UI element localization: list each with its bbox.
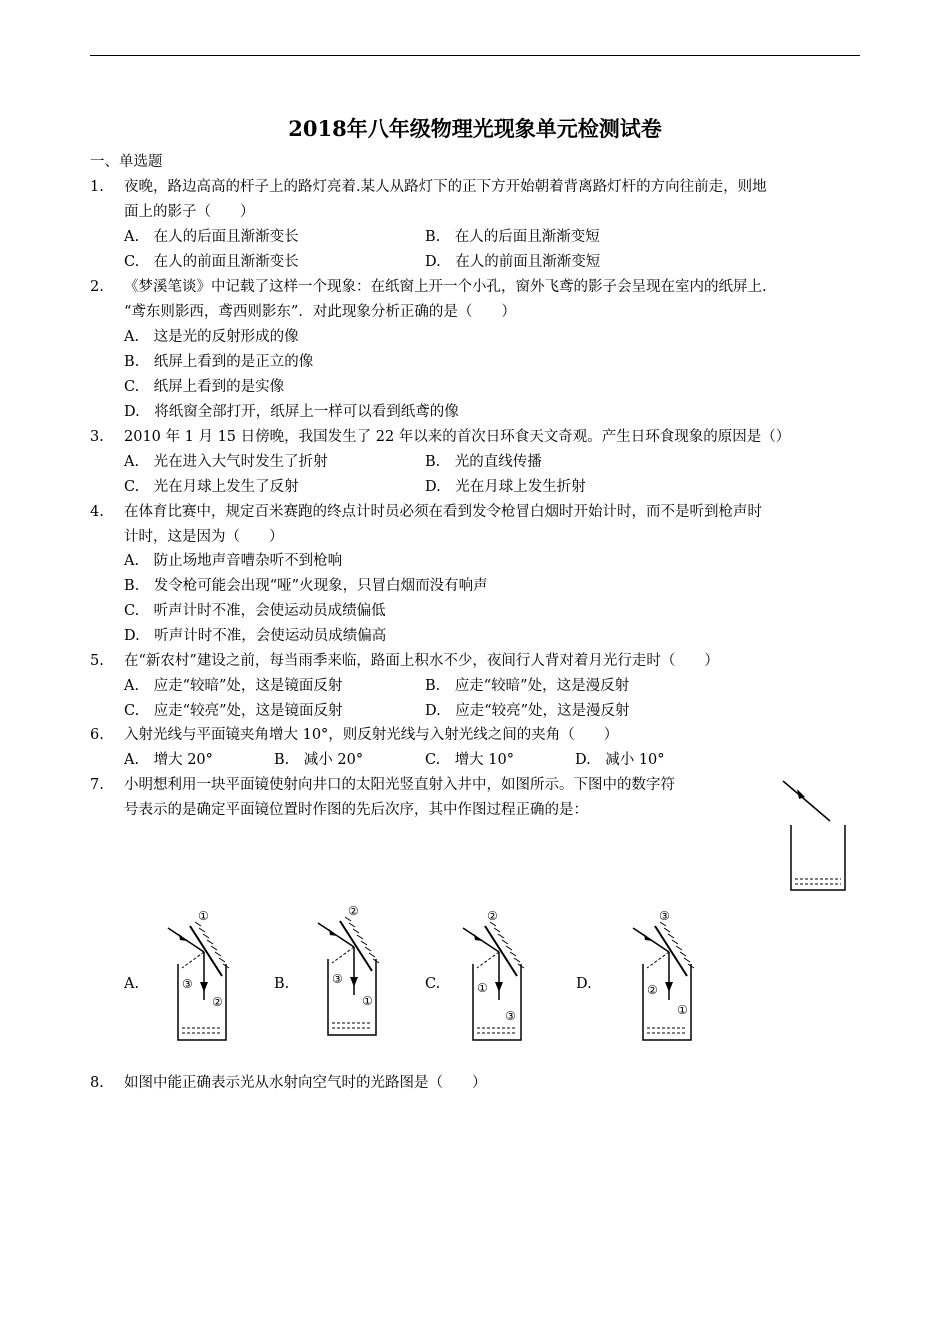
step-label: ② bbox=[348, 904, 359, 918]
option-d[interactable]: D. 应走“较亮”处，这是漫反射 bbox=[425, 703, 630, 719]
question-number: 4. bbox=[90, 504, 104, 520]
question-text: 《梦溪笔谈》中记载了这样一个现象：在纸窗上开一个小孔，窗外飞鸢的影子会呈现在室内的纸屏上. bbox=[124, 279, 767, 295]
page-title: 2018年八年级物理光现象单元检测试卷 bbox=[288, 116, 662, 141]
step-label: ③ bbox=[505, 1009, 516, 1023]
option-c[interactable]: C. 应走“较亮”处，这是镜面反射 bbox=[124, 703, 343, 719]
question-text: 夜晚，路边高高的杆子上的路灯亮着.某人从路灯下的正下方开始朝着背离路灯杆的方向往前走，则地 bbox=[124, 179, 767, 195]
option-d[interactable]: D. 光在月球上发生折射 bbox=[425, 479, 586, 495]
option-c[interactable]: C. bbox=[425, 976, 441, 992]
option-a[interactable]: A. bbox=[124, 976, 140, 992]
step-label: ② bbox=[647, 983, 658, 997]
question-number: 1. bbox=[90, 179, 104, 195]
option-b[interactable]: B. 在人的后面且渐渐变短 bbox=[425, 229, 600, 245]
option-d[interactable]: D. 减小 10° bbox=[575, 752, 665, 768]
question-text: 计时，这是因为（ ） bbox=[124, 529, 284, 545]
question-text: 如图中能正确表示光从水射向空气时的光路图是（ ） bbox=[124, 1075, 487, 1091]
option-a[interactable]: A. 光在进入大气时发生了折射 bbox=[124, 454, 328, 470]
option-c[interactable]: C. 纸屏上看到的是实像 bbox=[124, 379, 285, 395]
option-b[interactable]: B. bbox=[274, 976, 290, 992]
option-b[interactable]: B. 纸屏上看到的是正立的像 bbox=[124, 354, 314, 370]
step-label: ③ bbox=[182, 977, 193, 991]
step-label: ③ bbox=[659, 909, 670, 923]
option-b[interactable]: B. 光的直线传播 bbox=[425, 454, 542, 470]
header-rule bbox=[90, 55, 860, 56]
option-c[interactable]: C. 光在月球上发生了反射 bbox=[124, 479, 299, 495]
question-number: 5. bbox=[90, 653, 104, 669]
well-figure bbox=[775, 775, 855, 895]
option-a[interactable]: A. 这是光的反射形成的像 bbox=[124, 329, 299, 345]
option-d[interactable]: D. 听声计时不准，会使运动员成绩偏高 bbox=[124, 628, 387, 644]
question-number: 8. bbox=[90, 1075, 104, 1091]
question-text: 面上的影子（ ） bbox=[124, 204, 255, 220]
step-label: ① bbox=[477, 981, 488, 995]
diagram-c bbox=[457, 902, 547, 1047]
question-text: 号表示的是确定平面镜位置时作图的先后次序，其中作图过程正确的是： bbox=[124, 802, 588, 818]
step-label: ① bbox=[677, 1003, 688, 1017]
step-label: ② bbox=[487, 909, 498, 923]
mirror bbox=[190, 926, 222, 976]
question-text: 在“新农村”建设之前，每当雨季来临，路面上积水不少，夜间行人背对着月光行走时（ ） bbox=[124, 653, 719, 669]
question-number: 3. bbox=[90, 429, 104, 445]
question-text: 小明想利用一块平面镜使射向井口的太阳光竖直射入井中，如图所示。下图中的数字符 bbox=[124, 777, 675, 793]
question-text: “鸢东则影西，鸢西则影东”．对此现象分析正确的是（ ） bbox=[124, 304, 516, 320]
question-number: 2. bbox=[90, 279, 104, 295]
option-b[interactable]: B. 减小 20° bbox=[274, 752, 364, 768]
option-a[interactable]: A. 增大 20° bbox=[124, 752, 213, 768]
diagram-a bbox=[162, 902, 252, 1047]
step-label: ① bbox=[362, 994, 373, 1008]
option-a[interactable]: A. 应走“较暗”处，这是镜面反射 bbox=[124, 678, 343, 694]
question-text: 入射光线与平面镜夹角增大 10°，则反射光线与入射光线之间的夹角（ ） bbox=[124, 727, 619, 743]
option-b[interactable]: B. 应走“较暗”处，这是漫反射 bbox=[425, 678, 630, 694]
option-c[interactable]: C. 听声计时不准，会使运动员成绩偏低 bbox=[124, 603, 386, 619]
option-d[interactable]: D. 将纸窗全部打开，纸屏上一样可以看到纸鸢的像 bbox=[124, 404, 459, 420]
question-text: 在体育比赛中，规定百米赛跑的终点计时员必须在看到发令枪冒白烟时开始计时，而不是听到枪声时 bbox=[124, 504, 762, 520]
option-d[interactable]: D. 在人的前面且渐渐变短 bbox=[425, 254, 601, 270]
step-label: ① bbox=[198, 909, 209, 923]
diagram-b bbox=[312, 897, 402, 1042]
question-number: 6. bbox=[90, 727, 104, 743]
option-a[interactable]: A. 在人的后面且渐渐变长 bbox=[124, 229, 299, 245]
question-text: 2010 年 1 月 15 日傍晚，我国发生了 22 年以来的首次日环食天文奇观。产生日环食现象的原因是（） bbox=[124, 429, 791, 445]
question-number: 7. bbox=[90, 777, 104, 793]
option-d[interactable]: D. bbox=[576, 976, 592, 992]
diagram-d bbox=[627, 902, 717, 1047]
section-heading: 一、单选题 bbox=[90, 154, 163, 170]
step-label: ③ bbox=[332, 972, 343, 986]
option-c[interactable]: C. 在人的前面且渐渐变长 bbox=[124, 254, 299, 270]
option-a[interactable]: A. 防止场地声音嘈杂听不到枪响 bbox=[124, 553, 343, 569]
option-c[interactable]: C. 增大 10° bbox=[425, 752, 514, 768]
step-label: ② bbox=[212, 995, 223, 1009]
option-b[interactable]: B. 发令枪可能会出现“哑”火现象，只冒白烟而没有响声 bbox=[124, 578, 488, 594]
